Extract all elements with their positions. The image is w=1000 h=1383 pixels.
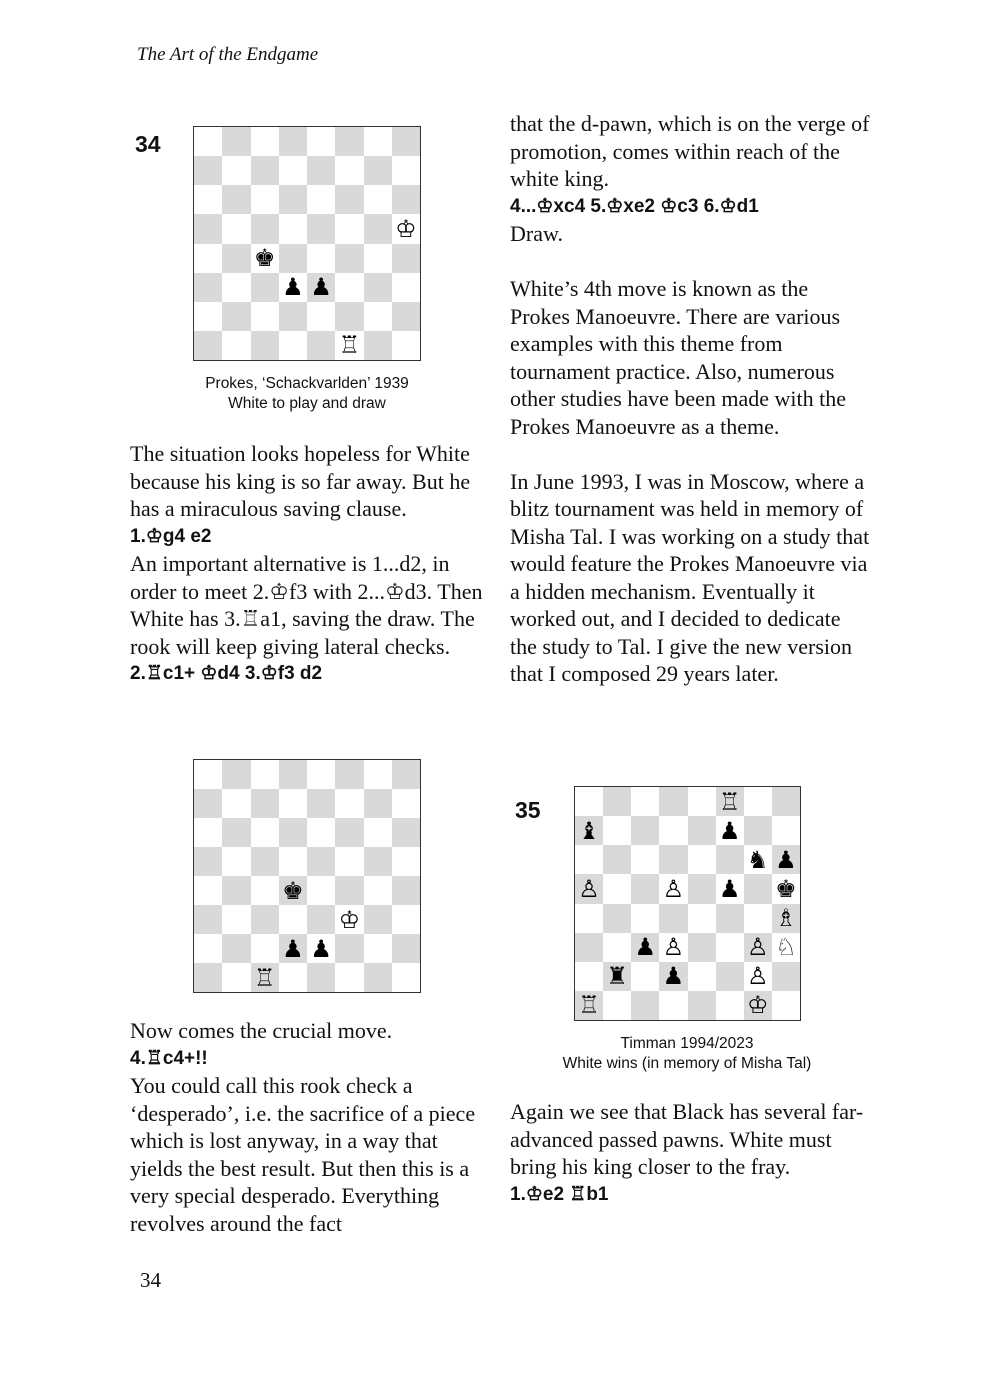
board-square xyxy=(279,876,307,905)
board-square xyxy=(307,244,335,273)
board-square xyxy=(279,847,307,876)
board-square xyxy=(222,818,250,847)
board-square xyxy=(364,760,392,789)
board-square xyxy=(716,787,744,816)
board-square xyxy=(335,789,363,818)
board-square xyxy=(744,874,772,903)
white-king-icon: ♔ xyxy=(338,905,361,934)
board-square xyxy=(251,760,279,789)
board-square xyxy=(392,905,420,934)
black-pawn-icon: ♟ xyxy=(310,934,332,963)
paragraph: Draw. xyxy=(510,221,563,246)
board-square xyxy=(251,331,279,360)
board-square xyxy=(222,876,250,905)
board-square xyxy=(251,127,279,156)
board-square xyxy=(335,876,363,905)
board-square xyxy=(222,905,250,934)
black-king-icon: ♚ xyxy=(253,244,276,273)
board-square xyxy=(194,934,222,963)
board-square xyxy=(631,787,659,816)
board-square xyxy=(603,845,631,874)
board-square xyxy=(603,816,631,845)
board-square xyxy=(251,273,279,302)
board-square xyxy=(659,787,687,816)
board-square xyxy=(575,874,603,903)
board-square xyxy=(659,874,687,903)
board-square xyxy=(392,847,420,876)
board-square xyxy=(772,904,800,933)
board-square xyxy=(279,127,307,156)
board-square xyxy=(307,185,335,214)
black-bishop-icon: ♝ xyxy=(578,816,600,845)
black-pawn-icon: ♟ xyxy=(718,874,741,903)
board-square xyxy=(659,816,687,845)
board-square xyxy=(631,904,659,933)
caption-source: Prokes, ‘Schackvarlden’ 1939 xyxy=(205,375,409,392)
board-square xyxy=(222,302,250,331)
board-square xyxy=(194,127,222,156)
board-square xyxy=(222,127,250,156)
board-square xyxy=(194,302,222,331)
board-square xyxy=(392,185,420,214)
board-square xyxy=(222,847,250,876)
board-square xyxy=(307,127,335,156)
board-square xyxy=(279,244,307,273)
board-square xyxy=(307,818,335,847)
diagram-number: 35 xyxy=(515,797,541,823)
board-square xyxy=(744,933,772,962)
move-line: 1.♔e2 ♖b1 xyxy=(510,1183,609,1205)
board-square xyxy=(194,244,222,273)
board-square xyxy=(688,787,716,816)
board-square xyxy=(575,816,603,845)
board-square xyxy=(251,244,279,273)
board-square xyxy=(575,991,603,1020)
board-square xyxy=(364,214,392,243)
board-square xyxy=(335,156,363,185)
black-king-icon: ♚ xyxy=(282,876,304,905)
board-square xyxy=(222,331,250,360)
board-square xyxy=(688,933,716,962)
board-square xyxy=(194,847,222,876)
board-square xyxy=(631,991,659,1020)
board-square xyxy=(251,185,279,214)
board-square xyxy=(392,789,420,818)
board-square xyxy=(392,273,420,302)
left-column xyxy=(130,440,490,688)
diagram-number: 34 xyxy=(135,131,161,157)
board-square xyxy=(364,156,392,185)
board-square xyxy=(772,933,800,962)
board-square xyxy=(392,302,420,331)
board-square xyxy=(279,156,307,185)
paragraph: An important alternative is 1...d2, in order to meet 2.♔f3 with 2...♔d3. Then White has 3.♖a1, saving the draw. The rook will keep giving lateral checks. xyxy=(130,551,483,659)
black-pawn-icon: ♟ xyxy=(282,934,304,963)
board-square xyxy=(222,789,250,818)
board-square xyxy=(744,816,772,845)
board-square xyxy=(279,760,307,789)
board-square xyxy=(194,331,222,360)
white-pawn-icon: ♙ xyxy=(662,933,685,962)
board-square xyxy=(335,934,363,963)
board-square xyxy=(222,156,250,185)
paragraph: You could call this rook check a ‘desperado’, i.e. the sacrifice of a piece which is lost anyway, in a way that yields the best result. But then this is a very special desperado. Everything revolves around the fact xyxy=(130,1073,476,1236)
board-square xyxy=(716,816,744,845)
black-pawn-icon: ♟ xyxy=(775,845,797,874)
board-square xyxy=(575,845,603,874)
board-square xyxy=(307,963,335,992)
board-square xyxy=(392,244,420,273)
board-square xyxy=(222,273,250,302)
black-rook-icon: ♜ xyxy=(606,962,628,991)
caption-task: White wins (in memory of Misha Tal) xyxy=(562,1055,812,1072)
white-rook-icon: ♖ xyxy=(578,991,600,1020)
board-square xyxy=(392,963,420,992)
white-knight-icon: ♘ xyxy=(775,933,797,962)
board-square xyxy=(222,185,250,214)
board-square xyxy=(392,876,420,905)
board-square xyxy=(279,789,307,818)
board-square xyxy=(631,933,659,962)
board-square xyxy=(688,962,716,991)
board-square xyxy=(603,962,631,991)
board-square xyxy=(659,962,687,991)
white-pawn-icon: ♙ xyxy=(578,874,600,903)
board-square xyxy=(307,789,335,818)
paragraph: that the d-pawn, which is on the verge of promotion, comes within reach of the white king. xyxy=(510,111,870,191)
black-pawn-icon: ♟ xyxy=(310,273,332,302)
board-square xyxy=(603,991,631,1020)
board-square xyxy=(392,760,420,789)
board-square xyxy=(307,876,335,905)
board-square xyxy=(392,127,420,156)
board-square xyxy=(772,962,800,991)
board-square xyxy=(392,934,420,963)
white-rook-icon: ♖ xyxy=(338,331,361,360)
board-square xyxy=(194,963,222,992)
white-pawn-icon: ♙ xyxy=(662,874,685,903)
board-square xyxy=(335,331,363,360)
white-rook-icon: ♖ xyxy=(253,963,276,992)
board-square xyxy=(194,760,222,789)
board-square xyxy=(279,934,307,963)
board-square xyxy=(307,273,335,302)
caption-source: Timman 1994/2023 xyxy=(620,1035,754,1052)
board-square xyxy=(716,874,744,903)
board-square xyxy=(335,127,363,156)
caption-task: White to play and draw xyxy=(228,395,386,412)
board-square xyxy=(744,962,772,991)
board-square xyxy=(364,905,392,934)
board-square xyxy=(659,904,687,933)
board-square xyxy=(307,302,335,331)
board-square xyxy=(364,876,392,905)
board-square xyxy=(364,127,392,156)
board-square xyxy=(364,963,392,992)
board-square xyxy=(335,244,363,273)
white-king-icon: ♔ xyxy=(395,214,417,243)
board-square xyxy=(251,214,279,243)
board-square xyxy=(335,847,363,876)
white-pawn-icon: ♙ xyxy=(747,962,769,991)
black-king-icon: ♚ xyxy=(775,874,797,903)
board-square xyxy=(194,789,222,818)
board-square xyxy=(688,904,716,933)
board-square xyxy=(631,874,659,903)
board-square xyxy=(222,934,250,963)
board-square xyxy=(251,302,279,331)
board-square xyxy=(392,156,420,185)
board-square xyxy=(307,760,335,789)
board-square xyxy=(194,273,222,302)
board-square xyxy=(251,156,279,185)
board-square xyxy=(744,904,772,933)
board-square xyxy=(307,847,335,876)
board-square xyxy=(279,185,307,214)
paragraph: Again we see that Black has several far-advanced passed pawns. White must bring his king closer to the fray. xyxy=(510,1099,864,1179)
white-bishop-icon: ♗ xyxy=(775,904,797,933)
paragraph: The situation looks hopeless for White because his king is so far away. But he has a miraculous saving clause. xyxy=(130,441,471,521)
running-head: The Art of the Endgame xyxy=(137,44,319,65)
board-square xyxy=(772,845,800,874)
black-pawn-icon: ♟ xyxy=(634,933,657,962)
board-square xyxy=(279,214,307,243)
board-square xyxy=(603,874,631,903)
board-square xyxy=(659,845,687,874)
right-column-continued xyxy=(510,1098,870,1208)
board-square xyxy=(364,934,392,963)
board-square xyxy=(335,905,363,934)
board-square xyxy=(744,845,772,874)
board-square xyxy=(279,963,307,992)
board-square xyxy=(575,933,603,962)
board-square xyxy=(392,331,420,360)
board-square xyxy=(688,845,716,874)
board-square xyxy=(335,963,363,992)
board-square xyxy=(279,331,307,360)
board-square xyxy=(251,818,279,847)
board-square xyxy=(222,244,250,273)
board-square xyxy=(194,905,222,934)
board-square xyxy=(335,818,363,847)
board-square xyxy=(603,933,631,962)
board-square xyxy=(335,760,363,789)
board-square xyxy=(335,273,363,302)
diagram-caption xyxy=(540,1034,834,1074)
board-square xyxy=(251,905,279,934)
board-square xyxy=(659,933,687,962)
paragraph: In June 1993, I was in Moscow, where a blitz tournament was held in memory of Misha Tal. I was working on a study that would feature the Prokes Manoeuvre via a hidden mechanism. Eventually it worked out, and I decided to dedicate the study to Tal. I give the new version that I composed 29 years later. xyxy=(510,468,870,686)
board-square xyxy=(251,789,279,818)
board-square xyxy=(575,787,603,816)
board-square xyxy=(194,185,222,214)
chess-board xyxy=(193,759,421,993)
board-square xyxy=(772,816,800,845)
board-square xyxy=(772,874,800,903)
left-column-continued xyxy=(130,1017,490,1237)
board-square xyxy=(251,847,279,876)
black-pawn-icon: ♟ xyxy=(282,273,304,302)
black-pawn-icon: ♟ xyxy=(718,816,741,845)
board-square xyxy=(364,185,392,214)
board-square xyxy=(631,845,659,874)
board-square xyxy=(364,847,392,876)
board-square xyxy=(716,933,744,962)
board-square xyxy=(279,273,307,302)
board-square xyxy=(631,816,659,845)
board-square xyxy=(364,244,392,273)
board-square xyxy=(392,818,420,847)
paragraph: White’s 4th move is known as the Prokes Manoeuvre. There are various examples with this theme from tournament practice. Also, numerous other studies have been made with the Prokes Manoeuvre as a theme. xyxy=(510,276,847,439)
board-square xyxy=(364,789,392,818)
board-square xyxy=(688,991,716,1020)
board-square xyxy=(716,845,744,874)
move-line: 1.♔g4 e2 xyxy=(130,525,212,547)
board-square xyxy=(744,787,772,816)
chess-board xyxy=(193,126,421,361)
board-square xyxy=(251,963,279,992)
board-square xyxy=(307,156,335,185)
board-square xyxy=(603,904,631,933)
white-pawn-icon: ♙ xyxy=(747,933,769,962)
board-square xyxy=(392,214,420,243)
board-square xyxy=(688,874,716,903)
board-square xyxy=(659,991,687,1020)
board-square xyxy=(575,962,603,991)
board-square xyxy=(772,991,800,1020)
board-square xyxy=(194,876,222,905)
right-column xyxy=(510,110,870,688)
board-square xyxy=(716,962,744,991)
board-square xyxy=(335,302,363,331)
board-square xyxy=(688,816,716,845)
diagram-caption xyxy=(160,374,454,414)
black-pawn-icon: ♟ xyxy=(662,962,685,991)
move-line: 4.♖c4+!! xyxy=(130,1047,208,1069)
board-square xyxy=(194,214,222,243)
black-knight-icon: ♞ xyxy=(747,845,769,874)
white-rook-icon: ♖ xyxy=(718,787,741,816)
board-square xyxy=(222,214,250,243)
board-square xyxy=(251,934,279,963)
page-number: 34 xyxy=(140,1268,161,1292)
board-square xyxy=(279,818,307,847)
board-square xyxy=(716,991,744,1020)
board-square xyxy=(307,331,335,360)
board-square xyxy=(251,876,279,905)
move-line: 2.♖c1+ ♔d4 3.♔f3 d2 xyxy=(130,663,323,684)
board-square xyxy=(772,787,800,816)
board-square xyxy=(194,818,222,847)
board-square xyxy=(364,818,392,847)
board-square xyxy=(744,991,772,1020)
board-square xyxy=(575,904,603,933)
board-square xyxy=(222,760,250,789)
move-line: 4...♔xc4 5.♔xe2 ♔c3 6.♔d1 xyxy=(510,195,759,217)
paragraph: Now comes the crucial move. xyxy=(130,1018,393,1043)
board-square xyxy=(603,787,631,816)
board-square xyxy=(307,214,335,243)
board-square xyxy=(194,156,222,185)
board-square xyxy=(279,302,307,331)
board-square xyxy=(364,331,392,360)
board-square xyxy=(307,905,335,934)
board-square xyxy=(279,905,307,934)
board-square xyxy=(335,185,363,214)
board-square xyxy=(716,904,744,933)
board-square xyxy=(335,214,363,243)
board-square xyxy=(364,302,392,331)
board-square xyxy=(631,962,659,991)
chess-board xyxy=(574,786,801,1021)
board-square xyxy=(307,934,335,963)
board-square xyxy=(364,273,392,302)
board-square xyxy=(222,963,250,992)
white-king-icon: ♔ xyxy=(747,991,769,1020)
